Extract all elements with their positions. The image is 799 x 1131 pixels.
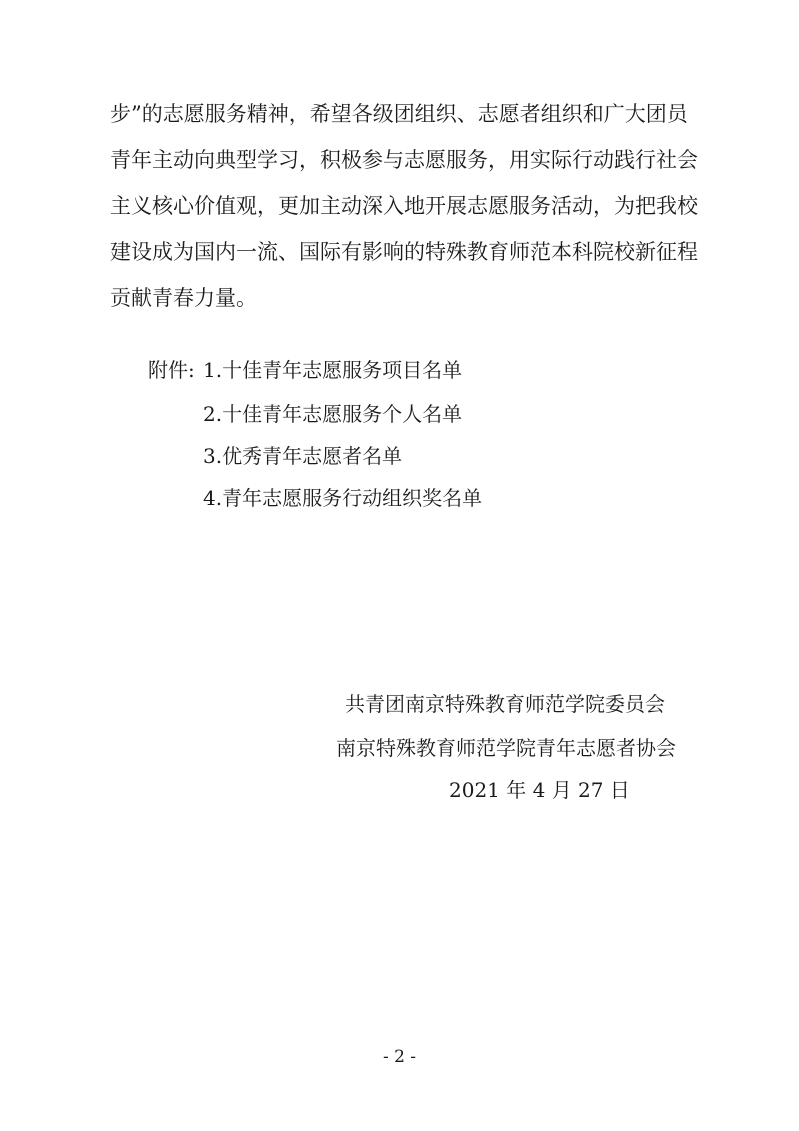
body-line: 贡献青春力量。 xyxy=(110,286,257,310)
signature-org-committee: 共青团南京特殊教育师范学院委员会 xyxy=(345,692,665,716)
signature-date: 2021 年 4 月 27 日 xyxy=(449,778,630,802)
attachments-label: 附件: xyxy=(148,358,195,382)
body-line: 建设成为国内一流、国际有影响的特殊教育师范本科院校新征程 xyxy=(110,240,698,264)
body-line: 步”的志愿服务精神，希望各级团组织、志愿者组织和广大团员 xyxy=(110,102,688,126)
attachment-item: 4.青年志愿服务行动组织奖名单 xyxy=(203,486,483,510)
attachment-item: 1.十佳青年志愿服务项目名单 xyxy=(203,358,463,382)
page-number: - 2 - xyxy=(382,1047,417,1067)
body-line: 主义核心价值观，更加主动深入地开展志愿服务活动，为把我校 xyxy=(110,194,698,218)
attachment-item: 3.优秀青年志愿者名单 xyxy=(203,444,403,468)
attachment-item: 2.十佳青年志愿服务个人名单 xyxy=(203,402,463,426)
signature-org-association: 南京特殊教育师范学院青年志愿者协会 xyxy=(336,736,676,760)
body-line: 青年主动向典型学习，积极参与志愿服务，用实际行动践行社会 xyxy=(110,148,698,172)
